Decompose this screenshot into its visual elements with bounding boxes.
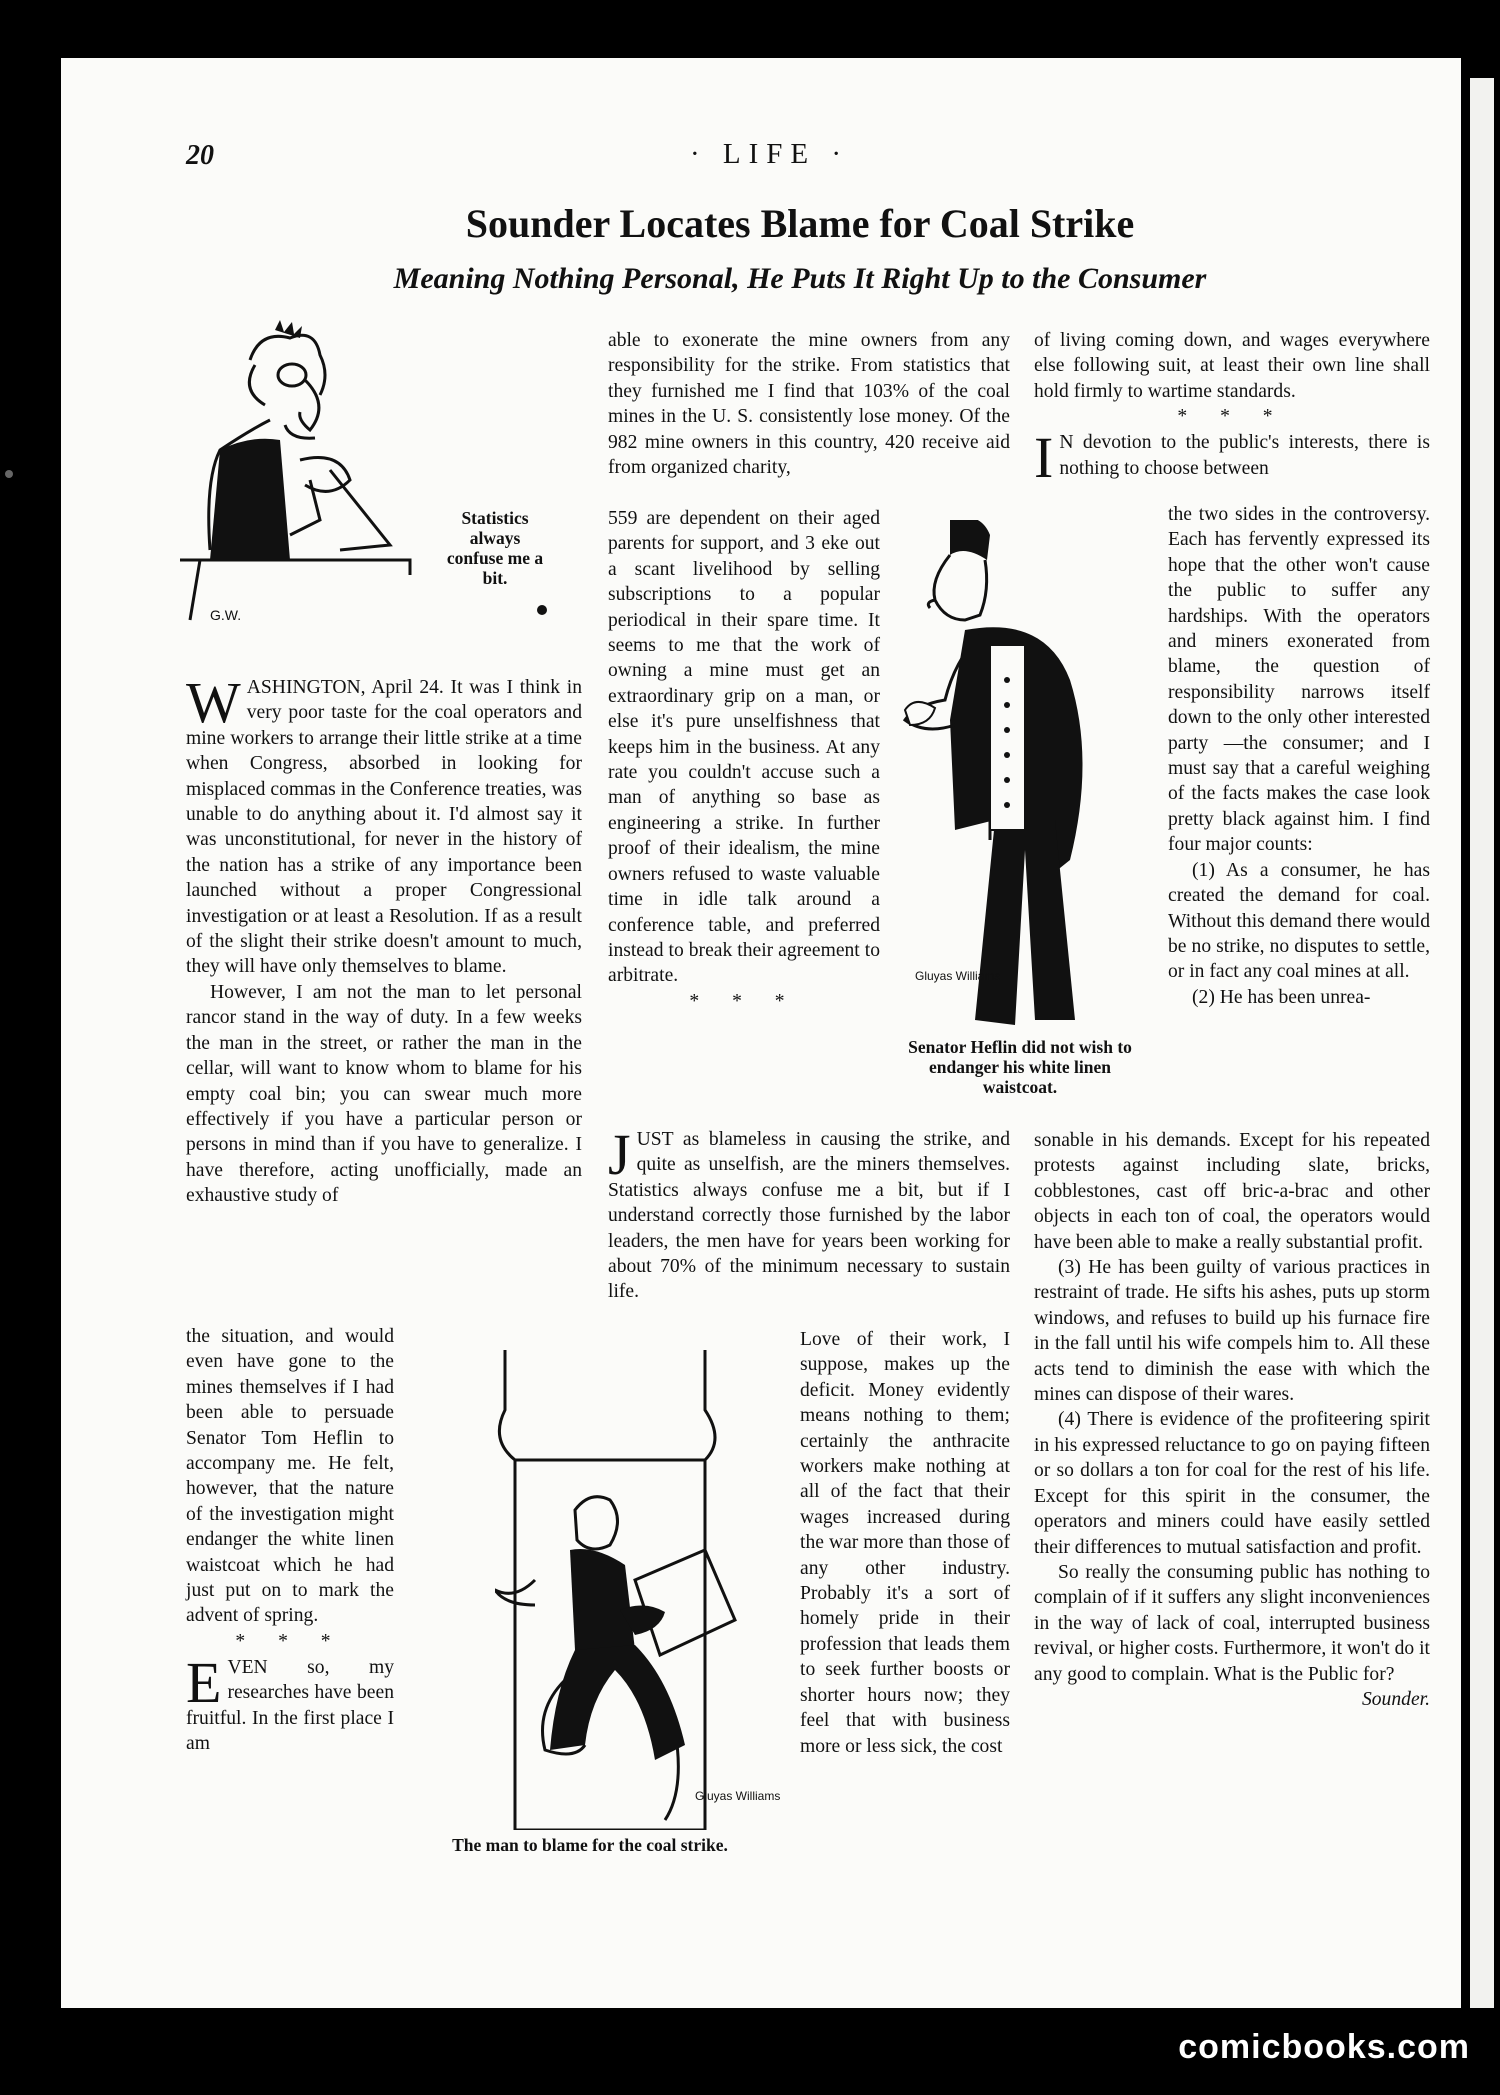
art2-signature: Gluyas Williams — [915, 969, 1001, 983]
drop-cap: W — [186, 670, 241, 735]
paragraph: (4) There is evidence of the profiteering spirit in his expressed reluctance to go on paying fifteen or so dollars a ton for coal for the rest of his life. Except for this spirit in the consumer, the operators and miners could have easily settled their differences to mutual satisfaction and profit. — [1034, 1409, 1430, 1558]
paragraph: (2) He has been unrea- — [1192, 986, 1371, 1008]
column-2-narrow — [608, 506, 880, 1015]
drop-cap: J — [608, 1122, 631, 1187]
page-number: 20 — [186, 140, 214, 171]
art1-signature: G.W. — [210, 607, 242, 623]
paragraph-text: UST as blameless in causing the strike, and quite as unselfish, are the miners themselves. Statistics always confuse me a bit, but if I understand correctly those furnished by the labor leaders, the men have for years been working for about 70% of the minimum necessary to sustain life. — [608, 1129, 1010, 1303]
paragraph — [1034, 1560, 1430, 1710]
adjacent-page-edge — [1470, 78, 1494, 2008]
subheadline: Meaning Nothing Personal, He Puts It Right Up to the Consumer — [393, 262, 1207, 295]
paragraph — [186, 1649, 394, 1757]
paragraph: of living coming down, and wages everywhere else following suit, at least their own line shall hold firmly to wartime standards. — [1034, 330, 1430, 402]
caption-heflin: Senator Heflin did not wish to endanger his white linen waistcoat. — [908, 1037, 1132, 1097]
drop-cap: I — [1034, 425, 1054, 491]
caption-statistics: Statistics always confuse me a bit. — [446, 508, 544, 588]
section-break: * * * — [1177, 406, 1287, 428]
column-2-top — [608, 328, 1010, 480]
paragraph-text: ASHINGTON, April 24. It was I think in very poor taste for the coal operators and mine workers to arrange their little strike at a time when Congress, absorbed in looking for misplaced commas in the Conference treaties, was unable to do anything about it. I'd almost say it was unconstitutional, for never in the history of the nation has a strike of any importance been launched without a proper Congressional investigation or at least a Resolution. If as a result of the slight their strike doesn't amount to much, they will have only themselves to blame. — [186, 677, 582, 978]
paragraph: Love of their work, I suppose, makes up the deficit. Money evidently means nothing to them; certainly the anthracite workers make nothing at all of the fact that their wages increased during the war more than those of any other industry. Probably it's a sort of homely pride in their profession that leads them to seek further boosts or shorter hours now; they feel that with business more or less sick, the cost — [800, 1329, 1010, 1757]
paragraph: However, I am not the man to let personal rancor stand in the way of duty. In a few weeks the man in the street, or rather the man in the cellar, will want to know whom to blame for his empty coal bin; you can swear much more effectively if you have a particular person or persons in mind than if you have to generalize. I have therefore, acting unofficially, made an exhaustive study of — [186, 981, 582, 1207]
paragraph: able to exonerate the mine owners from any responsibility for the strike. From statistics that they furnished me I find that 103% of the coal mines in the U. S. consistently lose money. Of the 982 mine owners in this country, 420 receive aid from organized charity, — [608, 330, 1010, 479]
column-1-upper — [186, 670, 582, 1209]
paragraph: (1) As a consumer, he has created the demand for coal. Without this demand there would be no strike, no disputes to settle, or in fact any coal mines at all. — [1168, 859, 1430, 983]
magazine-title: · LIFE · — [690, 138, 850, 170]
column-2-middle — [608, 1122, 1010, 1305]
paragraph: (3) He has been guilty of various practices in restraint of trade. He sifts his ashes, puts up storm windows, and refuses to build up his furnace fire in the fall until his wife compels him to. All these acts tend to diminish the ease with which the mines can dispose of their wares. — [1034, 1257, 1430, 1406]
paragraph — [1034, 425, 1430, 491]
column-3-lower — [1034, 1128, 1430, 1712]
paragraph — [186, 670, 582, 980]
senator-heflin-illustration — [895, 520, 1155, 1040]
column-3-top — [1034, 328, 1430, 491]
paragraph: sonable in his demands. Except for his repeated protests against including slate, bricks, cobblestones, cast off bric-a-brac and other objects in each ton of coal, the operators would have been able to make a really substantial profit. — [1034, 1130, 1430, 1253]
column-1-lower — [186, 1324, 394, 1757]
column-2-lower — [800, 1327, 1010, 1759]
paragraph: the two sides in the controversy. Each has fervently expressed its hope that the other won't cause the public to suffer any hardships. With the operators and miners exonerated from blame, the question of responsibility narrows itself down to the only other interested party —the consumer; and I must say that a careful weighing of the facts makes the case look pretty black against him. I find four major counts: — [1168, 504, 1430, 856]
consumer-furnace-illustration — [495, 1350, 785, 1830]
art3-signature: Gluyas Williams — [695, 1789, 781, 1803]
paragraph: 559 are dependent on their aged parents for support, and 3 eke out a scant livelihood by selling subscriptions to a popular periodical in their spare time. It seems to me that the work of owning a mine must get an extraordinary grip on a man, or else it's pure unselfishness that keeps him in the business. At any rate you couldn't accuse such a man of anything so base as engineering a strike. In further proof of their idealism, the mine owners refused to waste valuable time in idle talk around a conference table, and preferred instead to break their agreement to arbitrate. — [608, 508, 880, 987]
watermark: comicbooks.com — [1178, 2028, 1470, 2066]
paragraph-text: So really the consuming public has nothing to complain of if it suffers any slight inconveniences in the way of lack of coal, interrupted business revival, or higher costs. Furthermore, it won't do it any good to complain. What is the Public for? — [1034, 1561, 1430, 1685]
caption-consumer: The man to blame for the coal strike. — [452, 1835, 728, 1855]
column-3-narrow — [1168, 502, 1430, 1010]
drop-cap: E — [186, 1649, 222, 1715]
paragraph-text: VEN so, my researches have been fruitful. In the first place I am — [186, 1656, 394, 1755]
paragraph-text: N devotion to the public's interests, there is nothing to choose between — [1059, 432, 1430, 479]
headline: Sounder Locates Blame for Coal Strike — [465, 201, 1135, 246]
paragraph: the situation, and would even have gone to the mines themselves if I had been able to persuade Senator Tom Heflin to accompany me. He felt, however, that the nature of the investigation might endanger the white linen waistcoat which he had just put on to mark the advent of spring. — [186, 1326, 394, 1627]
section-break: * * * — [689, 990, 799, 1012]
statistics-cartoon-illustration — [180, 320, 580, 650]
scan-speck — [5, 470, 13, 478]
paragraph — [608, 1122, 1010, 1305]
section-break: * * * — [235, 1630, 345, 1652]
author-signoff: Sounder. — [1361, 1688, 1430, 1710]
